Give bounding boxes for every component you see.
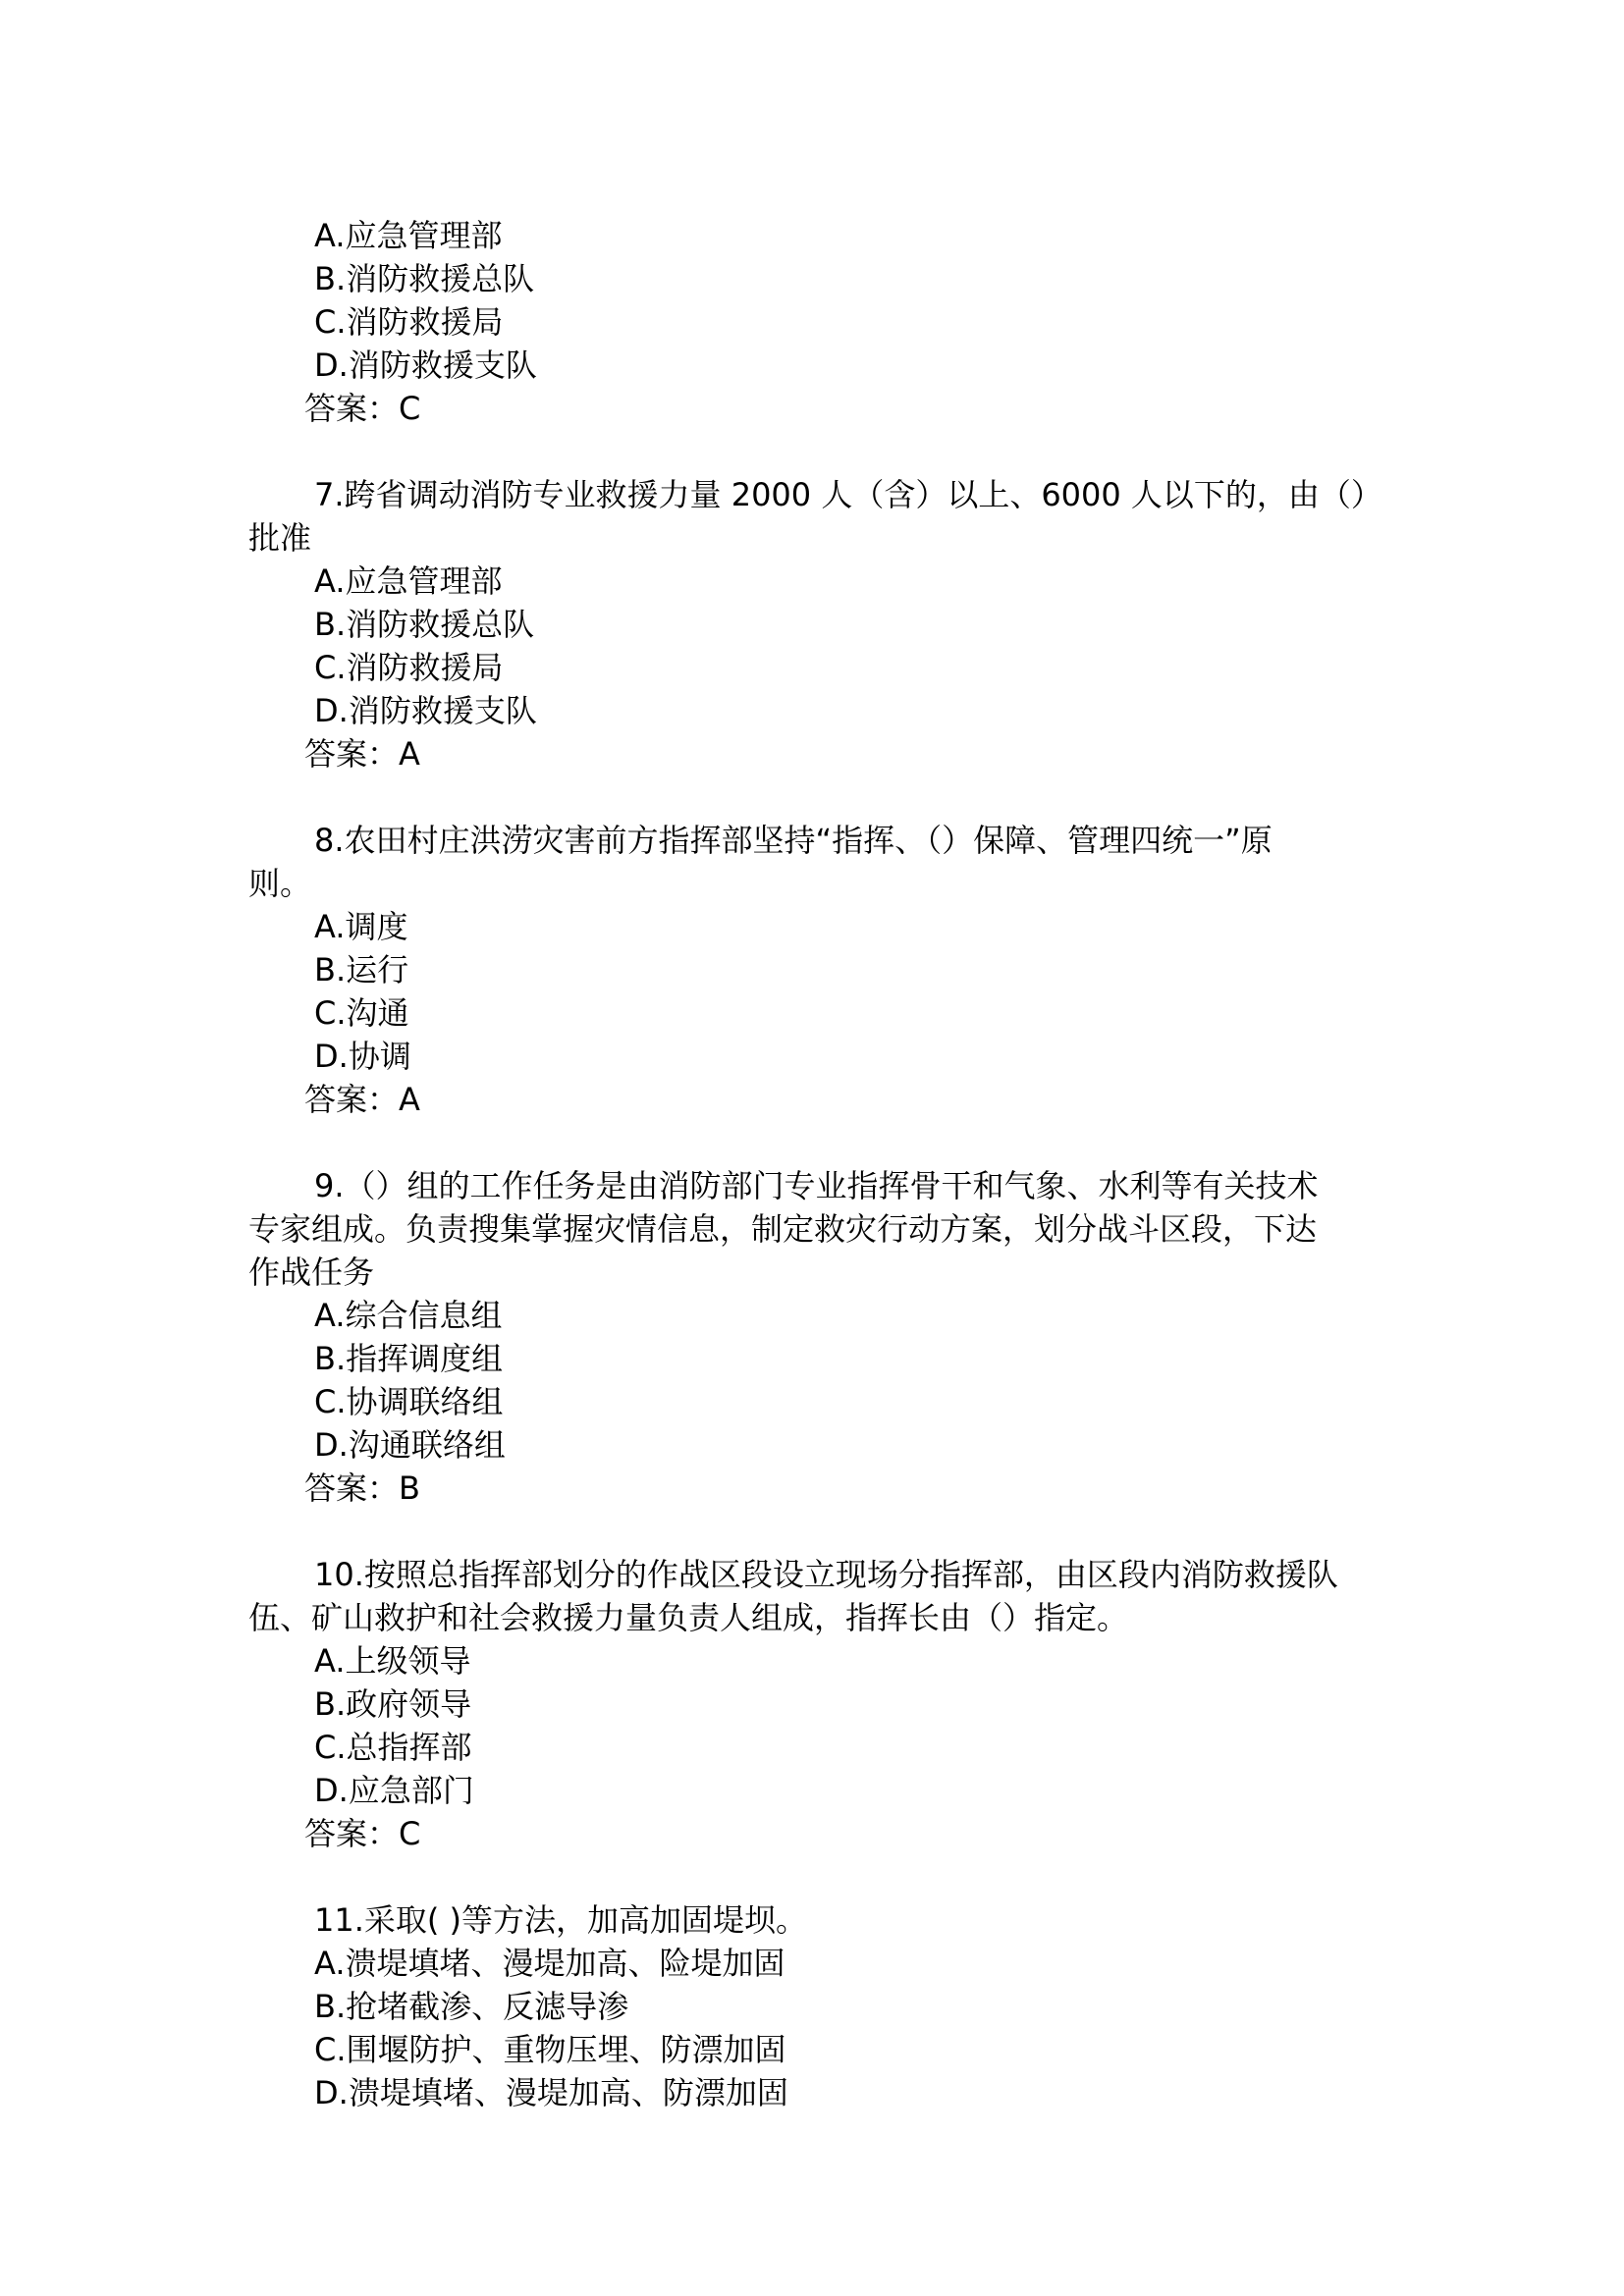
q10-option-a: A.上级领导: [314, 1642, 471, 1680]
q10-stem-line2: 伍、矿山救护和社会救援力量负责人组成，指挥长由（）指定。: [248, 1599, 1129, 1636]
q8-stem-line1: 8.农田村庄洪涝灾害前方指挥部坚持“指挥、（）保障、管理四统一”原: [314, 822, 1272, 859]
q7-option-a: A.应急管理部: [314, 562, 503, 600]
q7-option-c: C.消防救援局: [314, 649, 504, 686]
q10-option-c: C.总指挥部: [314, 1729, 472, 1766]
q9-option-a: A.综合信息组: [314, 1297, 503, 1334]
q6-option-c: C.消防救援局: [314, 303, 504, 341]
q11-option-c: C.围堰防护、重物压埋、防漂加固: [314, 2031, 786, 2068]
q9-stem-line2: 专家组成。负责搜集掌握灾情信息，制定救灾行动方案，划分战斗区段，下达: [248, 1210, 1318, 1248]
q6-answer: 答案：C: [304, 390, 421, 427]
q8-option-c: C.沟通: [314, 994, 409, 1032]
q7-option-b: B.消防救援总队: [314, 606, 535, 643]
q11-stem-line1: 11.采取( )等方法，加高加固堤坝。: [314, 1901, 808, 1939]
q8-option-a: A.调度: [314, 908, 408, 945]
q11-option-d: D.溃堤填堵、漫堤加高、防漂加固: [314, 2074, 788, 2111]
q8-option-d: D.协调: [314, 1038, 411, 1075]
q10-answer: 答案：C: [304, 1815, 421, 1852]
q9-option-b: B.指挥调度组: [314, 1340, 504, 1377]
q7-stem-line1: 7.跨省调动消防专业救援力量 2000 人（含）以上、6000 人以下的，由（）: [314, 476, 1382, 513]
q11-option-a: A.溃堤填堵、漫堤加高、险堤加固: [314, 1945, 785, 1982]
q10-option-b: B.政府领导: [314, 1685, 472, 1723]
q8-answer: 答案：A: [304, 1081, 420, 1118]
q7-option-d: D.消防救援支队: [314, 692, 537, 729]
q9-answer: 答案：B: [304, 1469, 420, 1507]
q10-stem-line1: 10.按照总指挥部划分的作战区段设立现场分指挥部，由区段内消防救援队: [314, 1556, 1338, 1593]
q11-option-b: B.抢堵截渗、反滤导渗: [314, 1988, 629, 2025]
q6-option-d: D.消防救援支队: [314, 347, 537, 384]
q8-stem-line2: 则。: [248, 865, 312, 902]
q8-option-b: B.运行: [314, 951, 409, 988]
q6-option-a: A.应急管理部: [314, 217, 503, 254]
q9-option-c: C.协调联络组: [314, 1383, 504, 1420]
q10-option-d: D.应急部门: [314, 1772, 474, 1809]
q9-option-d: D.沟通联络组: [314, 1426, 506, 1464]
q7-answer: 答案：A: [304, 735, 420, 773]
q9-stem-line1: 9.（）组的工作任务是由消防部门专业指挥骨干和气象、水利等有关技术: [314, 1167, 1319, 1204]
q6-option-b: B.消防救援总队: [314, 260, 535, 297]
q9-stem-line3: 作战任务: [248, 1254, 375, 1291]
q7-stem-line2: 批准: [248, 519, 312, 557]
